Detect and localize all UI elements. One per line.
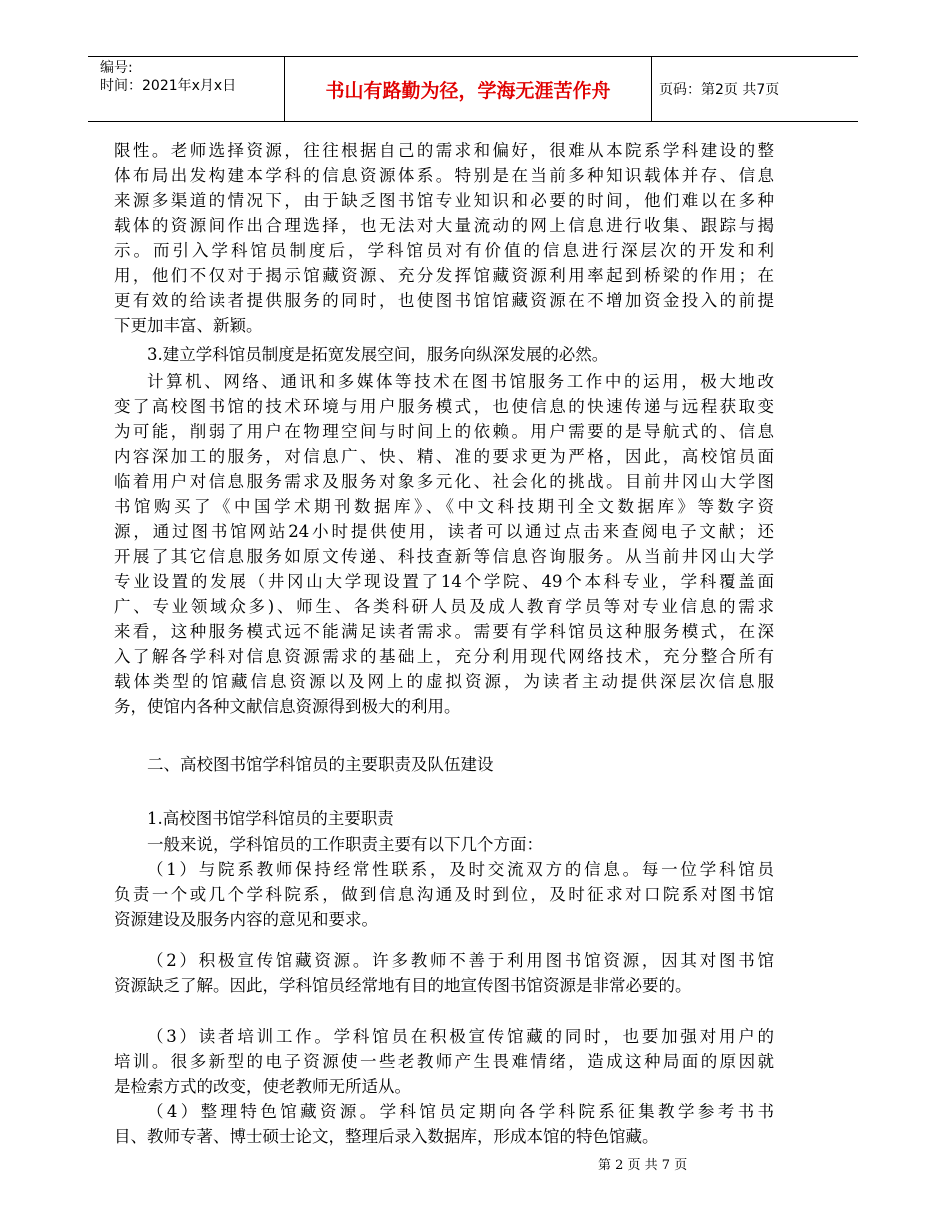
paragraph-line: 专业设置的发展（井冈山大学现设置了14个学院、49个本科专业，学科覆盖面 bbox=[114, 572, 774, 591]
header-motto: 书山有路勤为径，学海无涯苦作舟 bbox=[325, 80, 611, 102]
paragraph-line: 临着用户对信息服务需求及服务对象多元化、社会化的挑战。目前井冈山大学图 bbox=[114, 472, 774, 491]
paragraph-line: 广、专业领域众多)、师生、各类科研人员及成人教育学员等对专业信息的需求 bbox=[114, 597, 774, 616]
paragraph-line: 来看，这种服务模式远不能满足读者需求。需要有学科馆员这种服务模式，在深 bbox=[114, 622, 774, 641]
paragraph-line: 务，使馆内各种文献信息资源得到极大的利用。 bbox=[114, 697, 461, 716]
paragraph-line: 3.建立学科馆员制度是拓宽发展空间，服务向纵深发展的必然。 bbox=[147, 345, 609, 364]
paragraph-line: 限性。老师选择资源，往往根据自己的需求和偏好，很难从本院系学科建设的整 bbox=[114, 141, 774, 160]
paragraph-line: （2）积极宣传馆藏资源。许多教师不善于利用图书馆资源，因其对图书馆 bbox=[147, 951, 774, 970]
header-info-cell bbox=[88, 57, 284, 121]
paragraph-line: 开展了其它信息服务如原文传递、科技查新等信息咨询服务。从当前井冈山大学 bbox=[114, 547, 774, 566]
paragraph-line: 负责一个或几个学科院系，做到信息沟通及时到位，及时征求对口院系对图书馆 bbox=[114, 885, 774, 904]
paragraph-line: 是检索方式的改变，使老教师无所适从。 bbox=[114, 1077, 411, 1096]
paragraph-line: 内容深加工的服务，对信息广、快、精、准的要求更为严格，因此，高校馆员面 bbox=[114, 447, 774, 466]
paragraph-line: 为可能，削弱了用户在物理空间与时间上的依赖。用户需要的是导航式的、信息 bbox=[114, 422, 774, 441]
paragraph-line: 二、高校图书馆学科馆员的主要职责及队伍建设 bbox=[147, 755, 494, 774]
paragraph-line: 用，他们不仅对于揭示馆藏资源、充分发挥馆藏资源利用率起到桥梁的作用；在 bbox=[114, 266, 774, 285]
document-time-label: 时间：2021年x月x日 bbox=[100, 78, 237, 94]
paragraph-line: （1）与院系教师保持经常性联系，及时交流双方的信息。每一位学科馆员 bbox=[147, 860, 774, 879]
paragraph-line: （4）整理特色馆藏资源。学科馆员定期向各学科院系征集教学参考书书 bbox=[147, 1102, 774, 1121]
paragraph-line: 书馆购买了《中国学术期刊数据库》、《中文科技期刊全文数据库》等数字资 bbox=[114, 497, 774, 516]
paragraph-line: 载体的资源间作出合理选择，也无法对大量流动的网上信息进行收集、跟踪与揭 bbox=[114, 216, 774, 235]
paragraph-line: （3）读者培训工作。学科馆员在积极宣传馆藏的同时，也要加强对用户的 bbox=[147, 1027, 774, 1046]
paragraph-line: 1.高校图书馆学科馆员的主要职责 bbox=[147, 809, 394, 828]
paragraph-line: 源，通过图书馆网站24小时提供使用，读者可以通过点击来查阅电子文献；还 bbox=[114, 522, 774, 541]
paragraph-line: 体布局出发构建本学科的信息资源体系。特别是在当前多种知识载体并存、信息 bbox=[114, 166, 774, 185]
paragraph-line: 载体类型的馆藏信息资源以及网上的虚拟资源，为读者主动提供深层次信息服 bbox=[114, 672, 774, 691]
document-number-label: 编号: bbox=[100, 60, 133, 76]
paragraph-line: 入了解各学科对信息资源需求的基础上，充分利用现代网络技术，充分整合所有 bbox=[114, 647, 774, 666]
paragraph-line: 来源多渠道的情况下，由于缺乏图书馆专业知识和必要的时间，他们难以在多种 bbox=[114, 191, 774, 210]
header-page-number: 页码：第2页 共7页 bbox=[659, 82, 780, 98]
paragraph-line: 更有效的给读者提供服务的同时，也使图书馆馆藏资源在不增加资金投入的前提 bbox=[114, 291, 774, 310]
paragraph-line: 示。而引入学科馆员制度后，学科馆员对有价值的信息进行深层次的开发和利 bbox=[114, 241, 774, 260]
header-motto-cell bbox=[284, 57, 652, 121]
footer-page-number: 第 2 页 共 7 页 bbox=[598, 1158, 688, 1173]
paragraph-line: 下更加丰富、新颖。 bbox=[114, 316, 263, 335]
paragraph-line: 资源缺乏了解。因此，学科馆员经常地有目的地宣传图书馆资源是非常必要的。 bbox=[114, 976, 692, 995]
header-page-cell bbox=[651, 57, 858, 121]
page-header bbox=[88, 56, 858, 122]
paragraph-line: 一般来说，学科馆员的工作职责主要有以下几个方面： bbox=[147, 835, 543, 854]
paragraph-line: 目、教师专著、博士硕士论文，整理后录入数据库，形成本馆的特色馆藏。 bbox=[114, 1127, 659, 1146]
paragraph-line: 变了高校图书馆的技术环境与用户服务模式，也使信息的快速传递与远程获取变 bbox=[114, 397, 774, 416]
paragraph-line: 资源建设及服务内容的意见和要求。 bbox=[114, 910, 378, 929]
paragraph-line: 培训。很多新型的电子资源使一些老教师产生畏难情绪，造成这种局面的原因就 bbox=[114, 1052, 774, 1071]
paragraph-line: 计算机、网络、通讯和多媒体等技术在图书馆服务工作中的运用，极大地改 bbox=[147, 372, 774, 391]
